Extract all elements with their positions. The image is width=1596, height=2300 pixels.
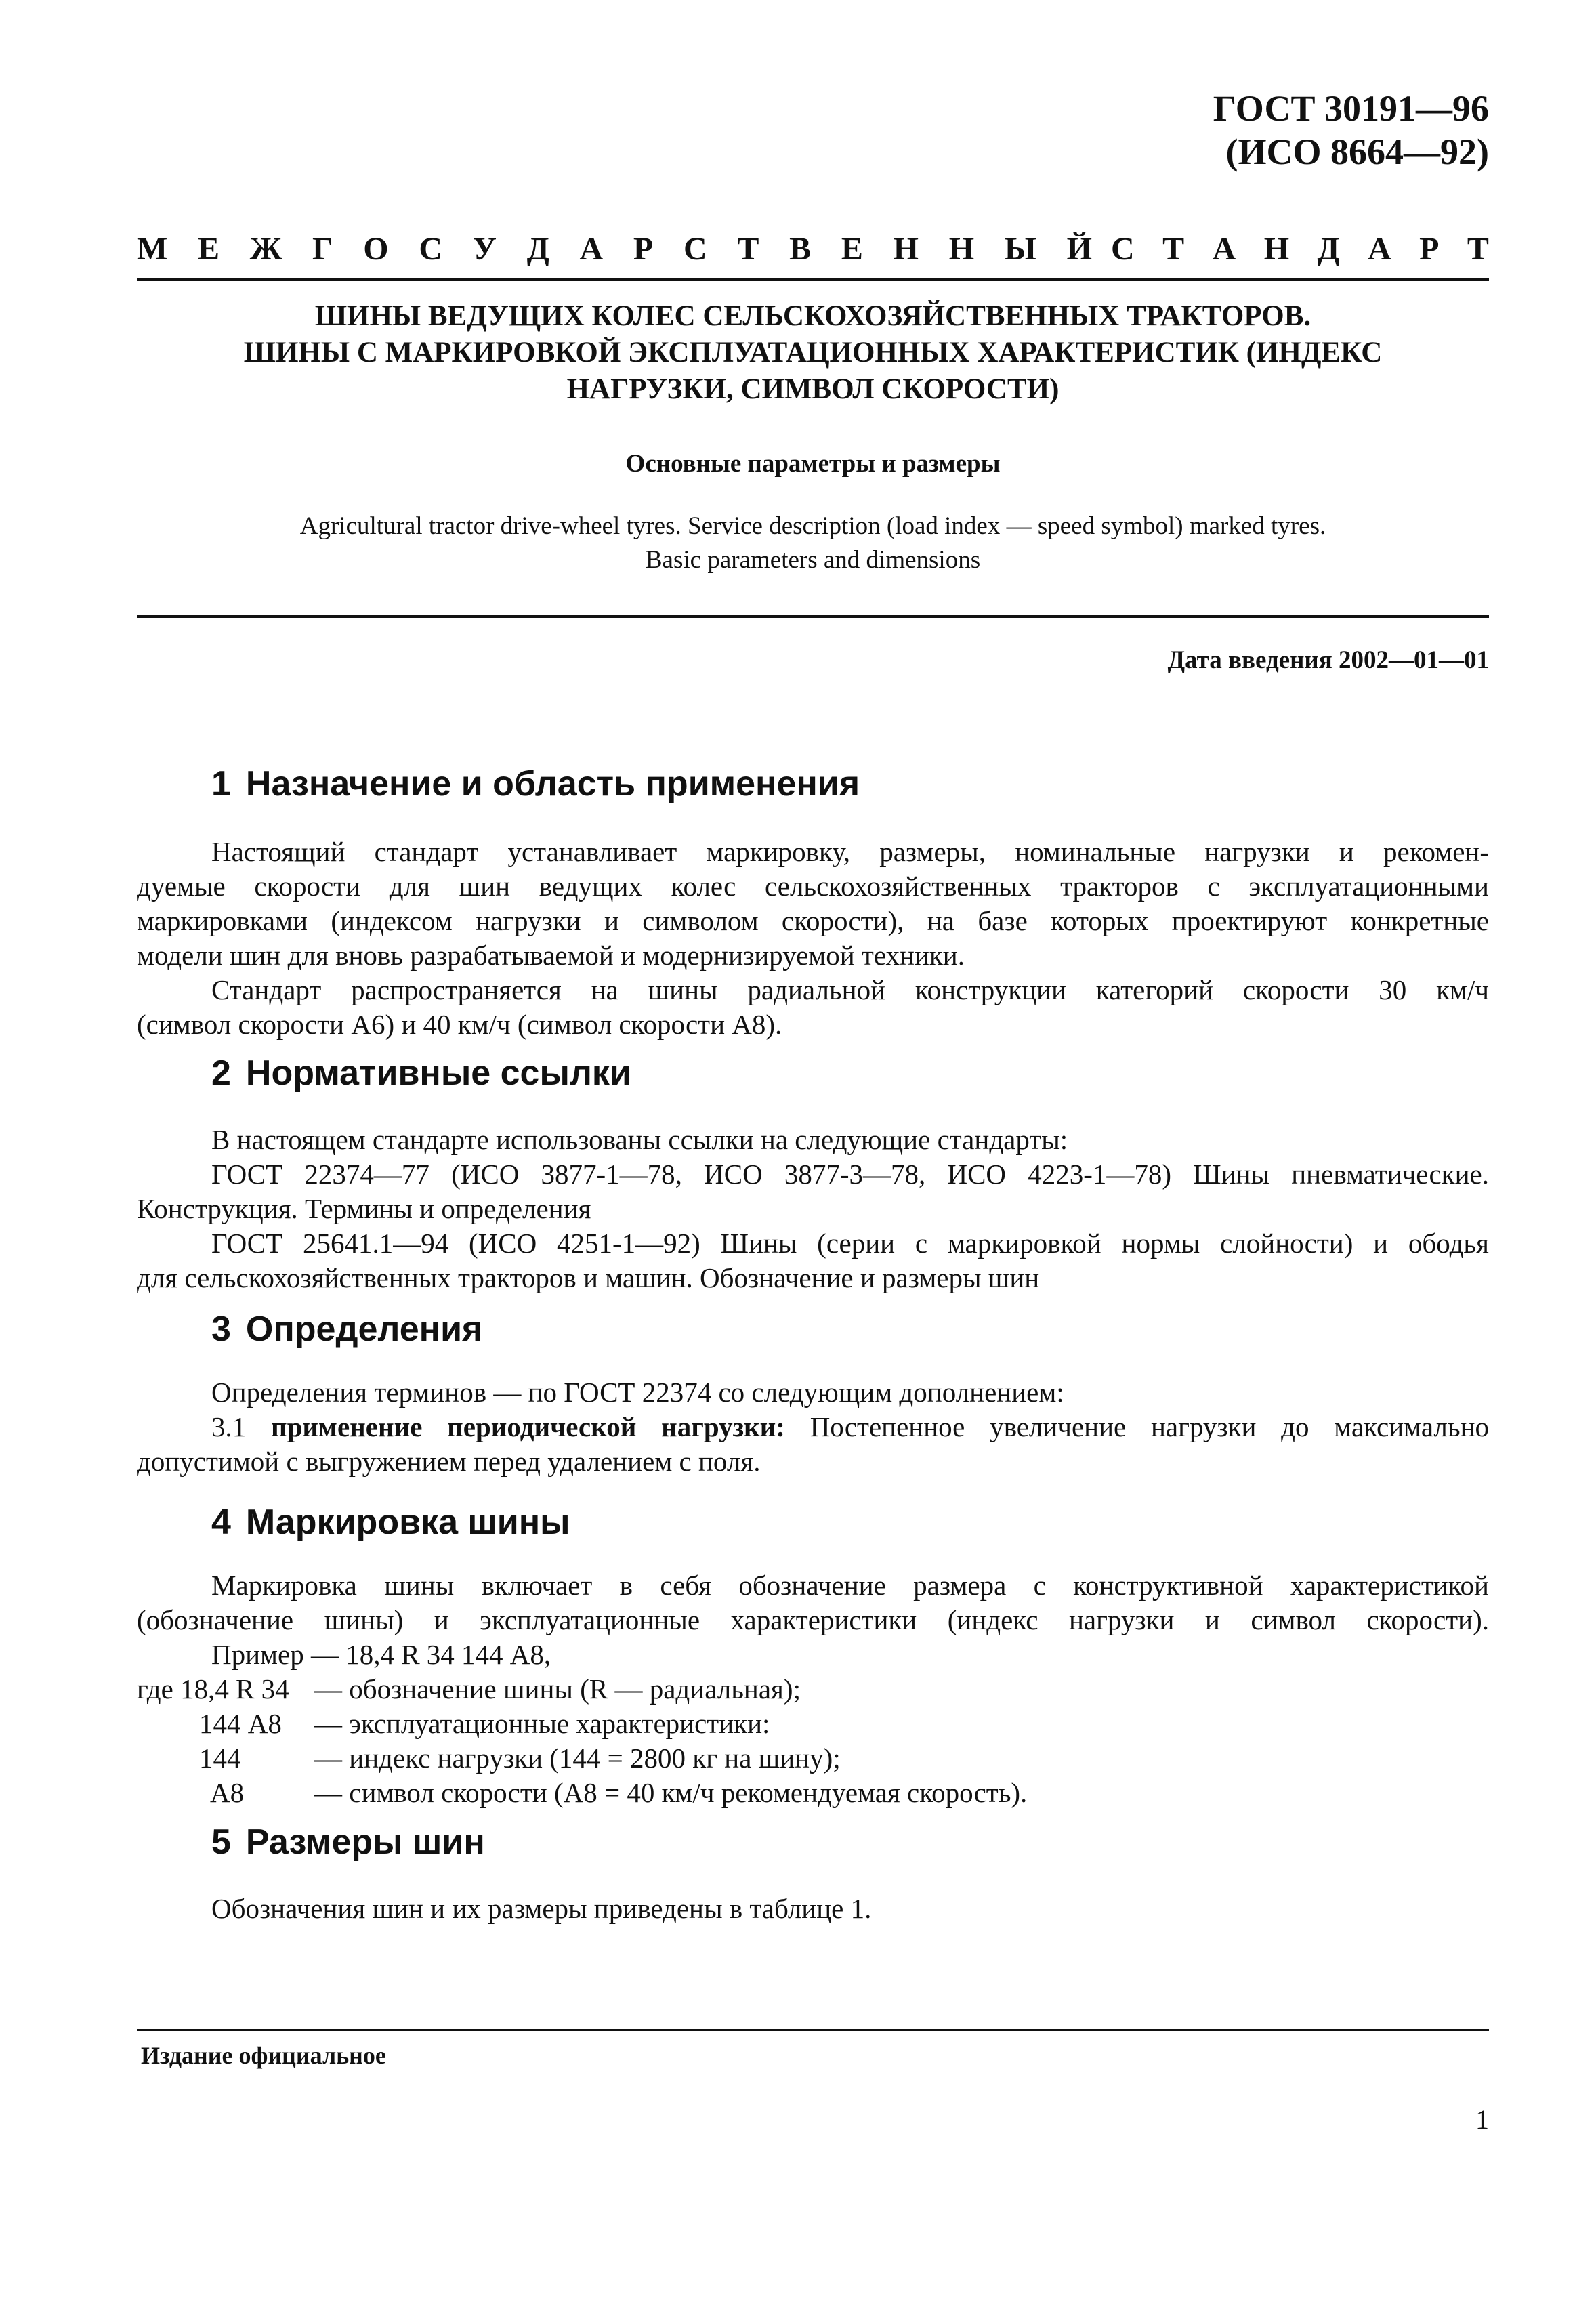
english-title-line-1: Agricultural tractor drive-wheel tyres. Service description (load index — speed symbol) marked tyres. [299,512,1326,540]
section-number: 1 [211,764,231,803]
paragraph-line: Обозначения шин и их размеры приведены в таблице 1. [211,1893,872,1924]
paragraph-line: маркировками (индексом нагрузки и символом скорости), на базе которых проектируют конкретные [137,905,1489,936]
heading-letter: Е [841,231,863,267]
paragraph-line: дуемые скорости для шин ведущих колес сельскохозяйственных тракторов с эксплуатационными [137,871,1489,902]
heading-letter: Н [1263,231,1290,267]
footer-divider [137,2029,1489,2031]
title-line-2: ШИНЫ С МАРКИРОВКОЙ ЭКСПЛУАТАЦИОННЫХ ХАРАКТЕРИСТИК (ИНДЕКС [243,337,1383,369]
example-label: А8 [210,1777,245,1808]
section-heading-3 [211,1308,482,1351]
heading-letter: Н [893,231,919,267]
heading-letter: Т [737,231,759,267]
header-divider [137,278,1489,281]
heading-letter: С [419,231,443,267]
title-line-1: ШИНЫ ВЕДУЩИХ КОЛЕС СЕЛЬСКОХОЗЯЙСТВЕННЫХ ТРАКТОРОВ. [314,300,1311,332]
paragraph-line: (символ скорости А6) и 40 км/ч (символ скорости А8). [137,1009,782,1040]
heading-letter: Г [312,231,333,267]
section-heading-1 [211,762,860,806]
paragraph-line: Настоящий стандарт устанавливает маркировку, размеры, номинальные нагрузки и рекомен- [211,836,1489,867]
example-row [137,1741,1489,1776]
standard-type-heading [137,229,1489,270]
section-5-body [137,1891,1489,1926]
document-subtitle: Основные параметры и размеры [625,450,1001,478]
example-label: 144 [199,1742,241,1774]
section-heading-5 [211,1820,485,1864]
introduction-date: Дата введения 2002—01—01 [1167,646,1489,674]
definition-line [137,1410,1489,1444]
edition-label: Издание официальное [141,2042,386,2069]
title-line-3: НАГРУЗКИ, СИМВОЛ СКОРОСТИ) [566,373,1059,405]
section-number: 5 [211,1822,231,1862]
paragraph-line: ГОСТ 25641.1—94 (ИСО 4251-1—92) Шины (серии с маркировкой нормы слойности) и ободья [211,1228,1489,1259]
section-1-body [137,835,1489,1042]
heading-letter: Й [1066,231,1092,267]
heading-letter: Т [1467,231,1489,267]
standard-type-word-standard [1111,229,1489,270]
heading-letter: Т [1162,231,1185,267]
section-number: 4 [211,1503,231,1542]
heading-letter: Д [526,231,549,267]
heading-letter: Н [948,231,975,267]
paragraph-line: модели шин для вновь разрабатываемой и модернизируемой техники. [137,940,965,971]
document-title [137,298,1489,408]
defined-term: применение периодической нагрузки: [271,1411,785,1442]
heading-letter: М [137,231,168,267]
section-title: Определения [245,1310,483,1349]
section-4-body [137,1568,1489,1810]
paragraph-line: допустимой с выгружением перед удалением с поля. [137,1446,761,1477]
heading-letter: Р [633,231,654,267]
heading-letter: А [1212,231,1236,267]
paragraph-line: (обозначение шины) и эксплуатационные характеристики (индекс нагрузки и символ скорости). [137,1604,1489,1635]
standard-code-gost: ГОСТ 30191—96 [1213,88,1489,129]
example-text: — обозначение шины (R — радиальная); [314,1673,801,1705]
standard-code-iso: (ИСО 8664—92) [1225,131,1489,172]
section-2-body [137,1123,1489,1295]
section-title: Размеры шин [245,1822,485,1862]
paragraph-line: для сельскохозяйственных тракторов и машин. Обозначение и размеры шин [137,1262,1040,1293]
example-text: — символ скорости (А8 = 40 км/ч рекомендуемая скорость). [314,1777,1028,1808]
section-number: 2 [211,1053,231,1093]
paragraph-line: Маркировка шины включает в себя обозначение размера с конструктивной характеристикой [211,1570,1489,1601]
section-3-body [137,1375,1489,1479]
heading-letter: А [579,231,604,267]
heading-letter: С [1111,231,1135,267]
term-number: 3.1 [211,1411,247,1442]
page-number: 1 [1475,2104,1489,2135]
standard-type-word-interstate [137,229,1092,270]
example-row [137,1776,1489,1810]
heading-letter: С [683,231,707,267]
english-title [137,509,1489,577]
heading-letter: У [472,231,497,267]
section-title: Нормативные ссылки [245,1053,631,1093]
section-title: Назначение и область применения [245,764,860,803]
paragraph-line: ГОСТ 22374—77 (ИСО 3877-1—78, ИСО 3877-3—78, ИСО 4223-1—78) Шины пневматические. [211,1158,1489,1190]
paragraph-line: Стандарт распространяется на шины радиальной конструкции категорий скорости 30 км/ч [211,974,1489,1005]
term-definition: Постепенное увеличение нагрузки до максимально [810,1411,1490,1442]
section-heading-4 [211,1501,570,1544]
paragraph-line: Определения терминов — по ГОСТ 22374 со следующим дополнением: [211,1377,1064,1408]
heading-letter: А [1368,231,1391,267]
heading-letter: В [789,231,812,267]
heading-letter: Ы [1004,231,1036,267]
heading-letter: Ж [249,231,282,267]
section-title: Маркировка шины [245,1503,570,1542]
title-divider [137,615,1489,618]
example-row [137,1707,1489,1741]
example-label: где 18,4 R 34 [137,1673,289,1705]
paragraph-line: В настоящем стандарте использованы ссылки на следующие стандарты: [211,1124,1068,1155]
english-title-line-2: Basic parameters and dimensions [645,546,981,574]
example-line: Пример — 18,4 R 34 144 А8, [211,1639,551,1670]
section-number: 3 [211,1310,231,1349]
heading-letter: Е [198,231,220,267]
section-heading-2 [211,1051,631,1095]
example-row [137,1672,1489,1707]
heading-letter: О [363,231,389,267]
heading-letter: Д [1317,231,1340,267]
standard-code [1213,87,1489,173]
example-text: — индекс нагрузки (144 = 2800 кг на шину); [314,1742,841,1774]
example-label: 144 А8 [199,1708,282,1739]
paragraph-line: Конструкция. Термины и определения [137,1193,591,1224]
heading-letter: Р [1419,231,1440,267]
example-text: — эксплуатационные характеристики: [314,1708,770,1739]
